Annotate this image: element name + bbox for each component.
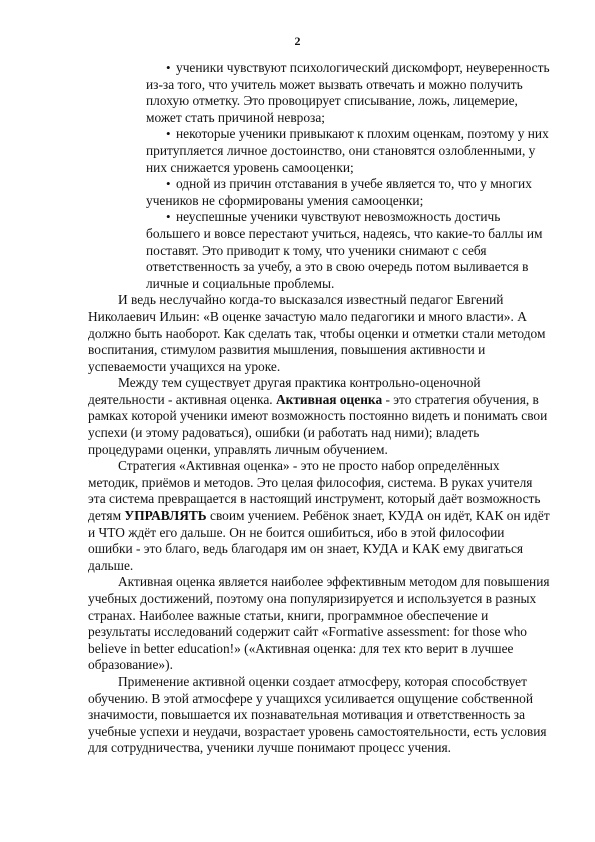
paragraph-text: Между тем существует другая практика контрольно-оценочной деятельности - активная оценка.	[88, 375, 481, 407]
bold-term: УПРАВЛЯТЬ	[124, 508, 207, 524]
list-item: • некоторые ученики привыкают к плохим оценкам, поэтому у них притупляется личное достоинство, они становятся озлобленными, у них снижается уровень самооценки;	[146, 126, 550, 176]
paragraph-strategy-philosophy	[88, 458, 550, 574]
list-item: • одной из причин отставания в учебе является то, что у многих учеников не сформированы умения самооценки;	[146, 176, 550, 209]
paragraph-atmosphere: Применение активной оценки создает атмосферу, которая способствует обучению. В этой атмосфере у учащихся усиливается ощущение собственной значимости, повышается их познавательная мотивация и ответственность за учебные успехи и неудачи, возрастает уровень самостоятельности, есть условия для сотрудничества, ученики лучше понимают процесс учения.	[88, 673, 547, 756]
document-body	[88, 60, 550, 757]
paragraph-text: Стратегия «Активная оценка» - это не просто набор определённых методик, приёмов и методов. Это целая философия, система. В руках учителя эта система превращается в настоящий инструмент, который даёт возможность детям	[88, 458, 541, 524]
paragraph-ilyin-quote: И ведь неслучайно когда-то высказался известный педагог Евгений Николаевич Ильин: «В оценке зачастую мало педагогики и много власти». А должно быть наоборот. Как сделать так, чтобы оценки и отметки стали методом воспитания, стимулом развития мышления, повышения активности и успеваемости учащихся на уроке.	[88, 292, 546, 374]
list-item: • неуспешные ученики чувствуют невозможность достичь большего и вовсе перестают учиться, надеясь, что какие-то баллы им поставят. Это приводит к тому, что ученики снимают с себя ответственность за учебу, а это в свою очередь потом выливается в личные и социальные проблемы.	[146, 209, 550, 292]
list-item: • ученики чувствуют психологический дискомфорт, неуверенность из-за того, что учитель может вызвать отвечать и можно получить плохую отметку. Это провоцирует списывание, ложь, лицемерие, может стать причиной невроза;	[146, 60, 550, 126]
bullet-list	[88, 60, 550, 292]
paragraph-text: своим учением. Ребёнок знает, КУДА он идёт, КАК он идёт и ЧТО ждёт его дальше. Он не боится ошибиться, ибо в этой философии ошибки - это благо, ведь благодаря им он знает, КУДА и КАК ему двигаться дальше.	[88, 508, 550, 573]
bold-term: Активная оценка	[275, 391, 383, 407]
paragraph-active-assessment-definition	[88, 375, 550, 458]
paragraph-effectiveness: Активная оценка является наиболее эффективным методом для повышения учебных достижений, поэтому она популяризируется и используется в разных странах. Наиболее важные статьи, книги, программное обеспечение и результаты исследований содержит сайт «Formative assessment: for those who believe in better education!» («Активная оценка: для тех кто верит в лучшее образование»).	[88, 574, 550, 673]
paragraph-text: - это стратегия обучения, в рамках которой ученики имеют возможность постоянно видеть и понимать свои успехи (и этому радоваться), ошибки (и работать над ними); владеть процедурами оценки, управлять личным обучением.	[88, 391, 548, 457]
page-number: 2	[294, 34, 301, 48]
